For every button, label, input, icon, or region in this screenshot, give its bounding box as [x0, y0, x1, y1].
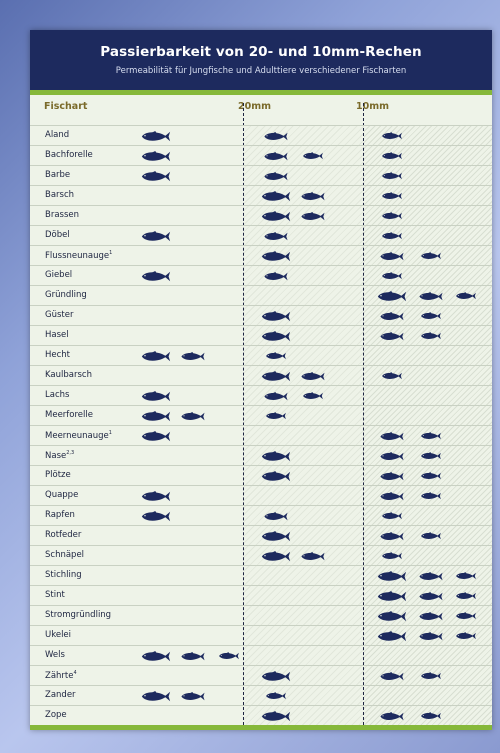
table-row	[30, 245, 492, 265]
fish-species-label	[45, 250, 112, 261]
fish-species-name: Ukelei	[45, 630, 72, 640]
fish-species-label	[45, 430, 112, 441]
fish-silhouette-icon	[259, 551, 293, 562]
table-row	[30, 565, 492, 585]
footnote-marker: 4	[73, 670, 77, 676]
table-row	[30, 465, 492, 485]
table-row	[30, 705, 492, 725]
fish-species-name: Meerforelle	[45, 410, 93, 420]
fish-species-name: Zährte	[45, 670, 74, 681]
footer-accent-bar	[30, 725, 492, 730]
fish-silhouette-icon	[265, 692, 287, 700]
fish-silhouette-icon	[420, 312, 442, 320]
fish-species-name: Zander	[45, 690, 76, 700]
fish-species-label	[45, 210, 79, 220]
fish-silhouette-icon	[379, 432, 405, 441]
fish-species-label	[45, 690, 76, 700]
fish-silhouette-icon	[302, 152, 324, 160]
fish-species-label	[45, 370, 92, 380]
table-row	[30, 525, 492, 545]
fish-species-label	[45, 190, 74, 200]
fish-silhouette-icon	[259, 451, 293, 462]
fish-silhouette-icon	[259, 211, 293, 222]
fish-species-name: Flussneunauge	[45, 250, 110, 261]
fish-silhouette-icon	[139, 431, 173, 442]
fish-species-label	[45, 650, 65, 660]
fish-silhouette-icon	[420, 532, 442, 540]
table-row	[30, 445, 492, 465]
table-row	[30, 365, 492, 385]
fish-silhouette-icon	[263, 232, 289, 241]
fish-silhouette-icon	[379, 712, 405, 721]
fish-species-label	[45, 130, 69, 140]
fish-species-name: Zope	[45, 710, 67, 720]
fish-species-name: Lachs	[45, 390, 70, 400]
table-row	[30, 265, 492, 285]
fish-species-label	[45, 170, 70, 180]
fish-silhouette-icon	[381, 212, 403, 220]
fish-silhouette-icon	[259, 371, 293, 382]
fish-species-label	[45, 410, 93, 420]
fish-silhouette-icon	[139, 651, 173, 662]
fish-silhouette-icon	[381, 272, 403, 280]
fish-species-label	[45, 350, 70, 360]
fish-silhouette-icon	[455, 592, 477, 600]
fish-species-label	[45, 450, 74, 461]
fish-silhouette-icon	[375, 291, 409, 302]
fish-silhouette-icon	[139, 151, 173, 162]
fish-species-label	[45, 150, 93, 160]
table-row	[30, 425, 492, 445]
poster-title: Passierbarkeit von 20- und 10mm-Rechen	[100, 44, 422, 60]
fish-silhouette-icon	[139, 391, 173, 402]
fish-species-label	[45, 330, 69, 340]
fish-silhouette-icon	[259, 671, 293, 682]
fish-silhouette-icon	[263, 132, 289, 141]
fish-silhouette-icon	[375, 571, 409, 582]
footnote-marker: 2,3	[66, 450, 75, 456]
fish-silhouette-icon	[455, 292, 477, 300]
footnote-marker: 1	[109, 250, 113, 256]
fish-species-label	[45, 490, 78, 500]
table-row	[30, 165, 492, 185]
fish-silhouette-icon	[300, 552, 326, 561]
fish-species-name: Giebel	[45, 270, 73, 280]
fish-species-name: Hasel	[45, 330, 69, 340]
fish-species-label	[45, 570, 82, 580]
fish-silhouette-icon	[381, 152, 403, 160]
fish-silhouette-icon	[139, 491, 173, 502]
fish-silhouette-icon	[263, 392, 289, 401]
fish-silhouette-icon	[375, 591, 409, 602]
table-row	[30, 505, 492, 525]
fish-species-label	[45, 270, 72, 280]
fish-silhouette-icon	[139, 351, 173, 362]
table-row	[30, 205, 492, 225]
fish-silhouette-icon	[265, 412, 287, 420]
table-row	[30, 225, 492, 245]
fish-silhouette-icon	[139, 511, 173, 522]
footnote-marker: 1	[108, 430, 112, 436]
fish-silhouette-icon	[300, 212, 326, 221]
fish-silhouette-icon	[379, 252, 405, 261]
fish-species-label	[45, 390, 69, 400]
fish-silhouette-icon	[218, 652, 240, 660]
fish-silhouette-icon	[379, 532, 405, 541]
fish-species-name: Stint	[45, 590, 65, 600]
fish-silhouette-icon	[259, 471, 293, 482]
fish-silhouette-icon	[420, 432, 442, 440]
fish-species-name: Aland	[45, 130, 70, 140]
fish-species-label	[45, 290, 87, 300]
fish-species-name: Rotfeder	[45, 530, 82, 540]
fish-species-name: Gründling	[45, 290, 87, 300]
fish-species-name: Quappe	[45, 490, 79, 500]
fish-silhouette-icon	[381, 512, 403, 520]
table-row	[30, 125, 492, 145]
fish-species-name: Döbel	[45, 230, 70, 240]
fish-species-name: Bachforelle	[45, 150, 93, 160]
fish-species-label	[45, 610, 111, 620]
fish-silhouette-icon	[139, 691, 173, 702]
passability-table	[30, 125, 492, 725]
table-row	[30, 625, 492, 645]
table-row	[30, 585, 492, 605]
fish-species-label	[45, 630, 71, 640]
table-row	[30, 665, 492, 685]
fish-silhouette-icon	[381, 552, 403, 560]
fish-species-label	[45, 530, 81, 540]
table-row	[30, 145, 492, 165]
fish-silhouette-icon	[263, 172, 289, 181]
table-row	[30, 605, 492, 625]
column-header-10mm: 10mm	[356, 101, 390, 112]
fish-species-name: Barsch	[45, 190, 75, 200]
table-row	[30, 385, 492, 405]
fish-silhouette-icon	[302, 392, 324, 400]
fish-silhouette-icon	[420, 252, 442, 260]
fish-silhouette-icon	[381, 192, 403, 200]
fish-silhouette-icon	[420, 492, 442, 500]
fish-silhouette-icon	[379, 332, 405, 341]
fish-silhouette-icon	[259, 331, 293, 342]
fish-species-name: Plötze	[45, 470, 71, 480]
fish-species-name: Rapfen	[45, 510, 75, 520]
poster	[30, 30, 492, 730]
table-row	[30, 545, 492, 565]
table-row	[30, 645, 492, 665]
fish-silhouette-icon	[418, 592, 444, 601]
fish-silhouette-icon	[420, 672, 442, 680]
fish-silhouette-icon	[420, 472, 442, 480]
poster-header	[30, 30, 492, 90]
fish-silhouette-icon	[180, 412, 206, 421]
fish-species-label	[45, 230, 70, 240]
fish-species-name: Hecht	[45, 350, 71, 360]
table-row	[30, 345, 492, 365]
fish-species-label	[45, 310, 73, 320]
fish-silhouette-icon	[379, 492, 405, 501]
table-row	[30, 685, 492, 705]
fish-silhouette-icon	[139, 131, 173, 142]
fish-silhouette-icon	[420, 452, 442, 460]
fish-silhouette-icon	[263, 272, 289, 281]
fish-silhouette-icon	[420, 332, 442, 340]
table-row	[30, 285, 492, 305]
fish-silhouette-icon	[381, 172, 403, 180]
fish-species-name: Nase	[45, 450, 67, 461]
fish-silhouette-icon	[139, 231, 173, 242]
fish-silhouette-icon	[139, 411, 173, 422]
fish-silhouette-icon	[379, 312, 405, 321]
fish-silhouette-icon	[300, 192, 326, 201]
fish-silhouette-icon	[418, 632, 444, 641]
fish-species-name: Stromgründling	[45, 610, 112, 620]
fish-species-name: Barbe	[45, 170, 71, 180]
fish-silhouette-icon	[381, 372, 403, 380]
header-accent-bar	[30, 90, 492, 95]
fish-silhouette-icon	[379, 452, 405, 461]
fish-species-name: Brassen	[45, 210, 80, 220]
fish-silhouette-icon	[259, 311, 293, 322]
fish-silhouette-icon	[420, 712, 442, 720]
fish-species-label	[45, 670, 77, 681]
fish-silhouette-icon	[455, 632, 477, 640]
fish-species-name: Stichling	[45, 570, 82, 580]
fish-silhouette-icon	[263, 152, 289, 161]
fish-silhouette-icon	[455, 612, 477, 620]
table-row	[30, 325, 492, 345]
fish-silhouette-icon	[259, 531, 293, 542]
fish-species-name: Meerneunauge	[45, 430, 109, 441]
fish-silhouette-icon	[259, 251, 293, 262]
fish-silhouette-icon	[180, 692, 206, 701]
fish-silhouette-icon	[418, 612, 444, 621]
fish-species-name: Wels	[45, 650, 65, 660]
table-row	[30, 185, 492, 205]
fish-silhouette-icon	[418, 292, 444, 301]
fish-species-name: Kaulbarsch	[45, 370, 92, 380]
fish-species-label	[45, 470, 71, 480]
column-header-20mm: 20mm	[238, 101, 272, 112]
fish-silhouette-icon	[265, 352, 287, 360]
poster-subtitle: Permeabilität für Jungfische und Adulttiere verschiedener Fischarten	[115, 66, 407, 76]
fish-species-label	[45, 710, 67, 720]
fish-species-label	[45, 590, 65, 600]
fish-silhouette-icon	[418, 572, 444, 581]
fish-silhouette-icon	[381, 132, 403, 140]
fish-silhouette-icon	[381, 232, 403, 240]
fish-silhouette-icon	[259, 191, 293, 202]
column-header-fischart: Fischart	[44, 101, 88, 112]
fish-silhouette-icon	[375, 611, 409, 622]
fish-species-label	[45, 510, 75, 520]
fish-silhouette-icon	[259, 711, 293, 722]
fish-silhouette-icon	[379, 672, 405, 681]
fish-silhouette-icon	[455, 572, 477, 580]
table-row	[30, 405, 492, 425]
fish-silhouette-icon	[180, 352, 206, 361]
fish-silhouette-icon	[139, 271, 173, 282]
table-row	[30, 485, 492, 505]
fish-species-label	[45, 550, 84, 560]
fish-silhouette-icon	[263, 512, 289, 521]
fish-silhouette-icon	[180, 652, 206, 661]
fish-silhouette-icon	[379, 472, 405, 481]
fish-silhouette-icon	[375, 631, 409, 642]
fish-species-name: Schnäpel	[45, 550, 85, 560]
fish-silhouette-icon	[139, 171, 173, 182]
fish-silhouette-icon	[300, 372, 326, 381]
table-row	[30, 305, 492, 325]
fish-species-name: Güster	[45, 310, 74, 320]
